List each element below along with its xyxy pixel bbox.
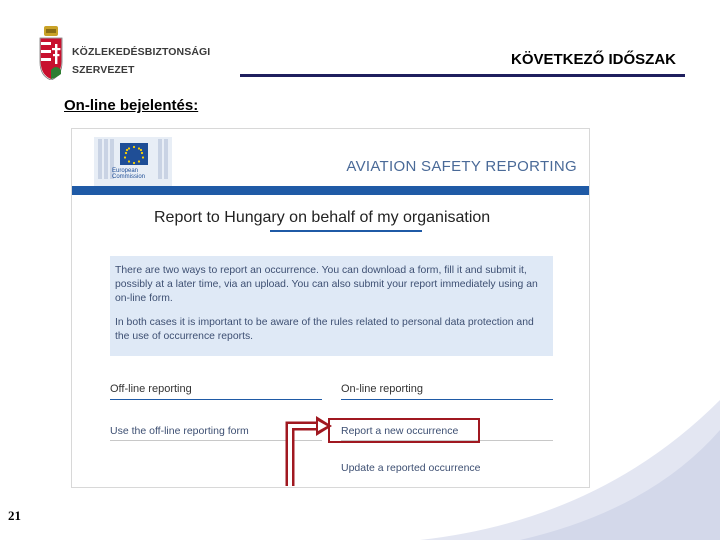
offline-heading-rule <box>110 399 322 400</box>
update-reported-occurrence-link[interactable]: Update a reported occurrence <box>341 462 481 474</box>
info-box <box>110 256 553 356</box>
title-rule <box>240 74 685 77</box>
page-number: 21 <box>8 508 21 523</box>
online-reporting-heading: On-line reporting <box>341 383 423 395</box>
info-paragraph-1: There are two ways to report an occurrence. You can download a form, fill it and submit it, possibly at a later time, via an upload. You can also submit your report immediately using an on-line form. <box>115 265 538 304</box>
org-name-line2: SZERVEZET <box>72 64 135 76</box>
red-arrow-icon <box>284 414 334 488</box>
org-name <box>72 43 210 79</box>
eu-logo-line2: Commission <box>112 174 146 180</box>
european-commission-logo-icon <box>94 137 172 192</box>
info-paragraph-2: In both cases it is important to be aware of the rules related to personal data protection and the use of occurrence reports. <box>115 317 534 342</box>
report-heading: Report to Hungary on behalf of my organisation <box>154 209 491 226</box>
hungarian-coat-of-arms-icon <box>38 26 64 80</box>
eu-logo-text <box>112 168 145 180</box>
report-new-occurrence-link[interactable]: Report a new occurrence <box>341 425 459 437</box>
eu-logo-line1: European <box>112 168 139 174</box>
banner-bar <box>72 186 589 195</box>
banner-title: AVIATION SAFETY REPORTING <box>346 158 577 175</box>
slide-subtitle: On-line bejelentés: <box>64 97 199 114</box>
slide-title: KÖVETKEZŐ IDŐSZAK <box>510 51 676 68</box>
heading-underline <box>270 230 422 232</box>
online-heading-rule <box>341 399 553 400</box>
highlight-box <box>328 418 480 443</box>
offline-reporting-form-link[interactable]: Use the off-line reporting form <box>110 425 249 437</box>
offline-reporting-heading: Off-line reporting <box>110 383 192 395</box>
org-name-line1: KÖZLEKEDÉSBIZTONSÁGI <box>72 46 211 58</box>
org-logo <box>38 26 211 82</box>
aviation-banner <box>72 129 589 195</box>
